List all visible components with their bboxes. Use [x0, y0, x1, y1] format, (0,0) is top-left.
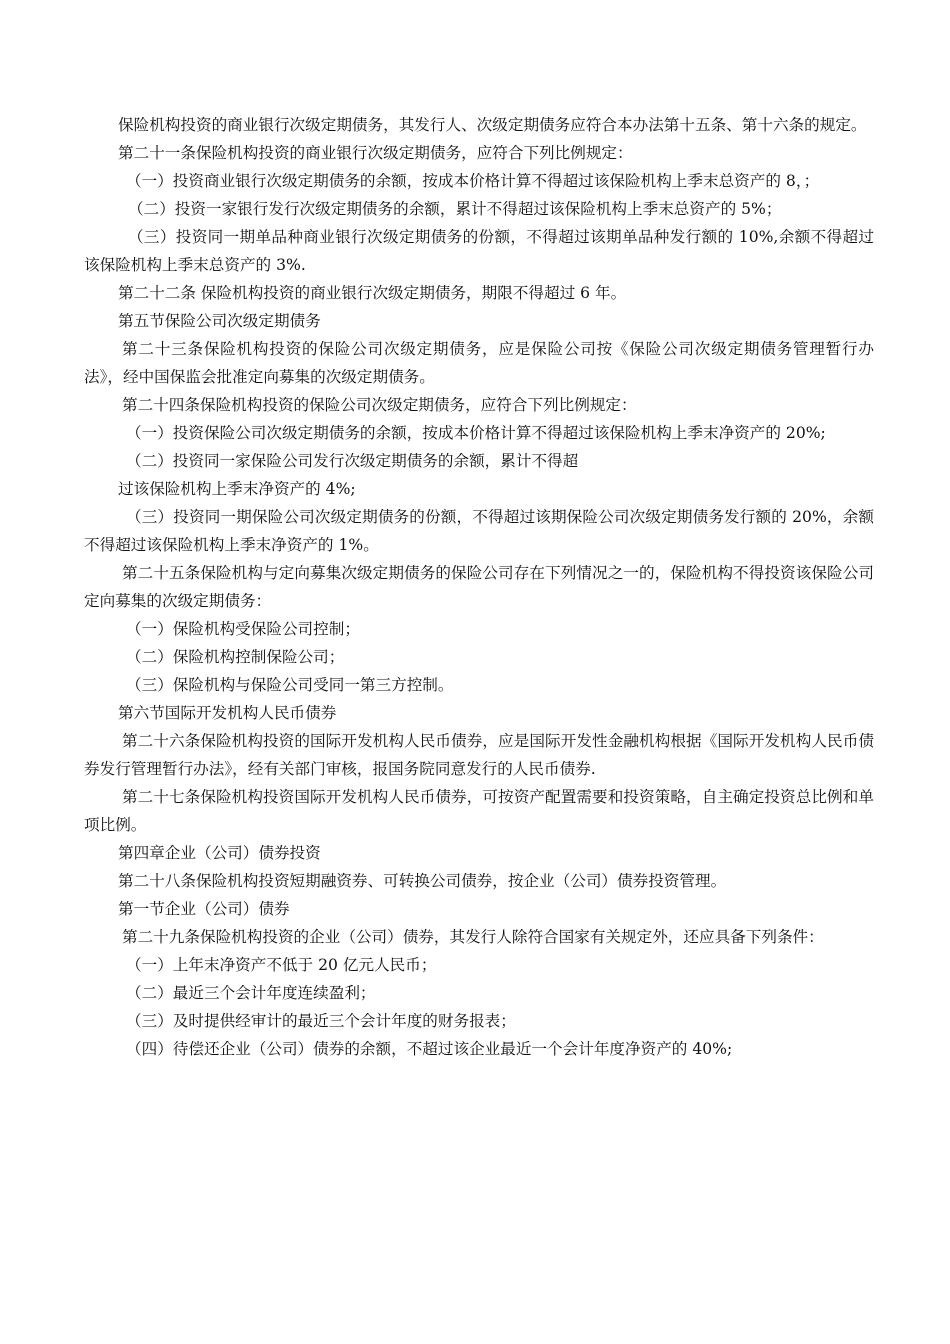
article-paragraph: 第二十四条保险机构投资的保险公司次级定期债务，应符合下列比例规定： — [122, 396, 637, 414]
section-heading: 第一节企业（公司）债券 — [118, 900, 290, 918]
list-item: （二）最近三个会计年度连续盈利； — [126, 984, 376, 1002]
article-paragraph: 第二十二条 保险机构投资的商业银行次级定期债务，期限不得超过 6 年。 — [118, 284, 627, 302]
article-paragraph: 第二十三条保险机构投资的保险公司次级定期债务，应是保险公司按《保险公司次级定期债务管理暂行办法》，经中国保监会批准定向募集的次级定期债务。 — [84, 340, 874, 386]
list-item: （一）上年末净资产不低于 20 亿元人民币； — [126, 956, 437, 974]
article-paragraph: 第二十六条保险机构投资的国际开发机构人民币债券，应是国际开发性金融机构根据《国际开发机构人民币债券发行管理暂行办法》，经有关部门审核，报国务院同意发行的人民币债券. — [84, 732, 874, 778]
article-paragraph: 第二十七条保险机构投资国际开发机构人民币债券，可按资产配置需要和投资策略，自主确定投资总比例和单项比例。 — [84, 788, 874, 834]
section-heading: 第六节国际开发机构人民币债券 — [118, 704, 337, 722]
article-paragraph: 第二十五条保险机构与定向募集次级定期债务的保险公司存在下列情况之一的，保险机构不得投资该保险公司定向募集的次级定期债务： — [84, 564, 874, 610]
paragraph: 保险机构投资的商业银行次级定期债务，其发行人、次级定期债务应符合本办法第十五条、第十六条的规定。 — [118, 116, 867, 134]
list-item: （四）待偿还企业（公司）债券的余额，不超过该企业最近一个会计年度净资产的 40%; — [126, 1040, 733, 1058]
list-item: （二）保险机构控制保险公司； — [126, 648, 345, 666]
list-item: （一）保险机构受保险公司控制； — [126, 620, 360, 638]
list-item: （三）保险机构与保险公司受同一第三方控制。 — [126, 676, 454, 694]
list-item: （三）及时提供经审计的最近三个会计年度的财务报表； — [126, 1012, 516, 1030]
list-item: （一）投资保险公司次级定期债务的余额，按成本价格计算不得超过该保险机构上季末净资产的 20%; — [126, 424, 826, 442]
list-item-continuation: 过该保险机构上季末净资产的 4%; — [118, 480, 356, 498]
article-paragraph: 第二十九条保险机构投资的企业（公司）债券，其发行人除符合国家有关规定外，还应具备下列条件： — [122, 928, 824, 946]
section-heading: 第五节保险公司次级定期债务 — [118, 312, 321, 330]
list-item: （二）投资一家银行发行次级定期债务的余额，累计不得超过该保险机构上季末总资产的 5%； — [128, 200, 782, 218]
chapter-heading: 第四章企业（公司）债券投资 — [118, 844, 321, 862]
list-item: （三）投资同一期单品种商业银行次级定期债务的份额，不得超过该期单品种发行额的 10%,余额不得超过该保险机构上季末总资产的 3%. — [84, 228, 874, 274]
list-item: （二）投资同一家保险公司发行次级定期债务的余额，累计不得超 — [126, 452, 579, 470]
document-body — [84, 111, 874, 1063]
article-paragraph: 第二十八条保险机构投资短期融资券、可转换公司债券，按企业（公司）债券投资管理。 — [118, 872, 727, 890]
article-heading: 第二十一条保险机构投资的商业银行次级定期债务，应符合下列比例规定： — [118, 144, 633, 162]
list-item: （三）投资同一期保险公司次级定期债务的份额，不得超过该期保险公司次级定期债务发行额的 20%，余额不得超过该保险机构上季末净资产的 1%。 — [84, 508, 874, 554]
list-item: （一）投资商业银行次级定期债务的余额，按成本价格计算不得超过该保险机构上季末总资产的 8，； — [126, 172, 820, 190]
